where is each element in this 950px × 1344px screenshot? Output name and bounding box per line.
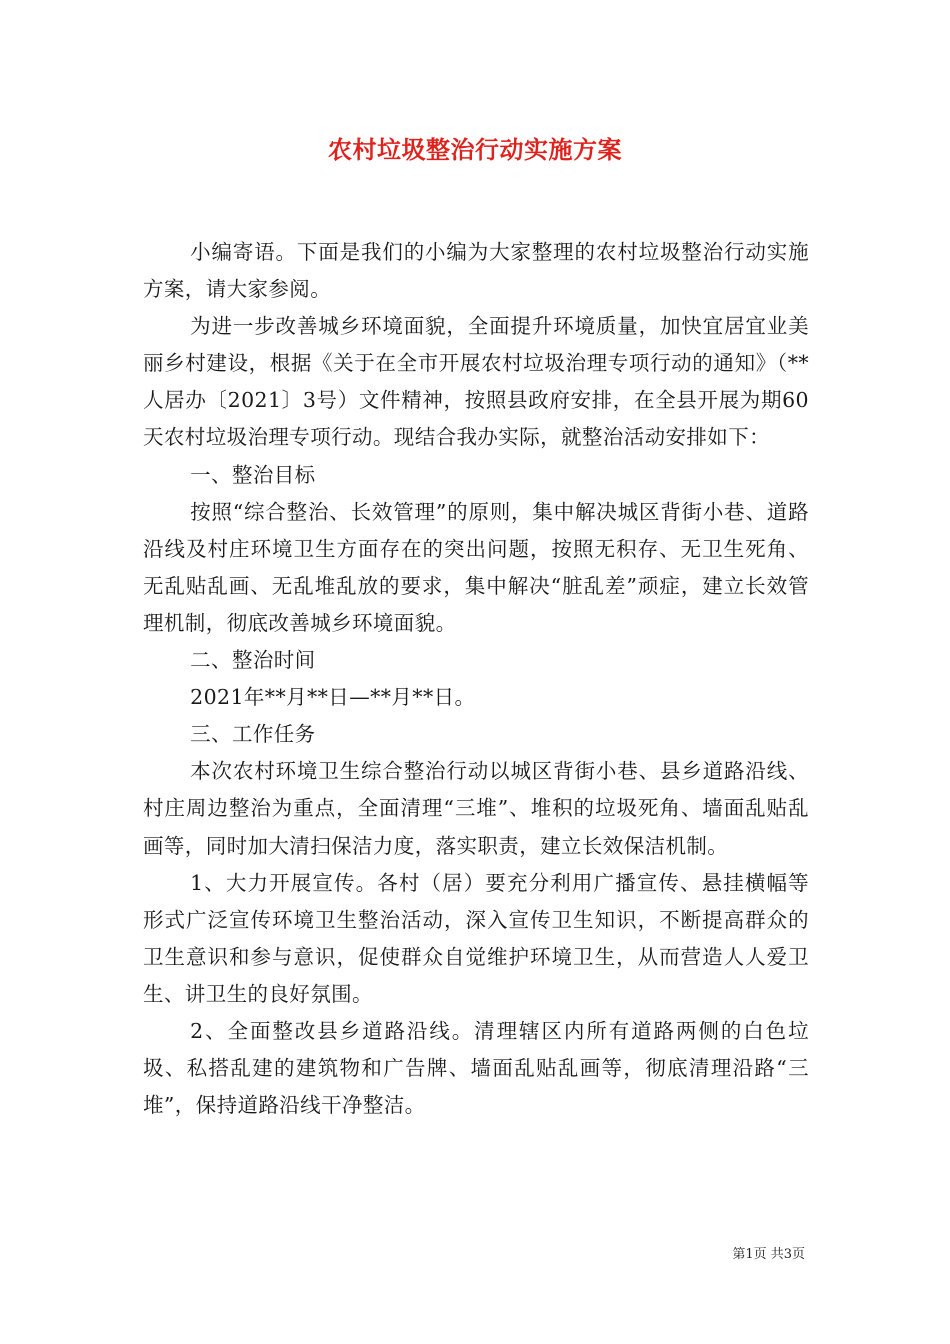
paragraph-intro: 小编寄语。下面是我们的小编为大家整理的农村垃圾整治行动实施方案，请大家参阅。 (143, 240, 809, 302)
document-body (143, 234, 809, 1124)
paragraph-task-2: 2、全面整改县乡道路沿线。清理辖区内所有道路两侧的白色垃圾、私搭乱建的建筑物和广告牌、墙面乱贴乱画等，彻底清理沿路“三堆”，保持道路沿线干净整洁。 (143, 1018, 809, 1118)
paragraph-task-1: 1、大力开展宣传。各村（居）要充分利用广播宣传、悬挂横幅等形式广泛宣传环境卫生整治活动，深入宣传卫生知识，不断提高群众的卫生意识和参与意识，促使群众自觉维护环境卫生，从而营造人人爱卫生、讲卫生的良好氛围。 (143, 870, 809, 1006)
paragraph-tasks: 本次农村环境卫生综合整治行动以城区背街小巷、县乡道路沿线、村庄周边整治为重点，全面清理“三堆”、堆积的垃圾死角、墙面乱贴乱画等，同时加大清扫保洁力度，落实职责，建立长效保洁机制。 (143, 759, 809, 858)
page-number: 第1页 共3页 (732, 1247, 805, 1262)
document-title: 农村垃圾整治行动实施方案 (328, 135, 622, 164)
section-heading-goals: 一、整治目标 (190, 462, 316, 487)
paragraph-time: 2021年**月**日—**月**日。 (190, 685, 476, 710)
section-heading-time: 二、整治时间 (190, 648, 316, 673)
section-heading-tasks: 三、工作任务 (190, 722, 316, 747)
paragraph-background: 为进一步改善城乡环境面貌，全面提升环境质量，加快宜居宜业美丽乡村建设，根据《关于在全市开展农村垃圾治理专项行动的通知》（**人居办〔2021〕3号）文件精神，按照县政府安排，在全县开展为期60天农村垃圾治理专项行动。现结合我办实际，就整治活动安排如下： (143, 314, 809, 450)
paragraph-goals: 按照“综合整治、长效管理”的原则，集中解决城区背街小巷、道路沿线及村庄环境卫生方面存在的突出问题，按照无积存、无卫生死角、无乱贴乱画、无乱堆乱放的要求，集中解决“脏乱差”顽症，建立长效管理机制，彻底改善城乡环境面貌。 (143, 499, 809, 635)
